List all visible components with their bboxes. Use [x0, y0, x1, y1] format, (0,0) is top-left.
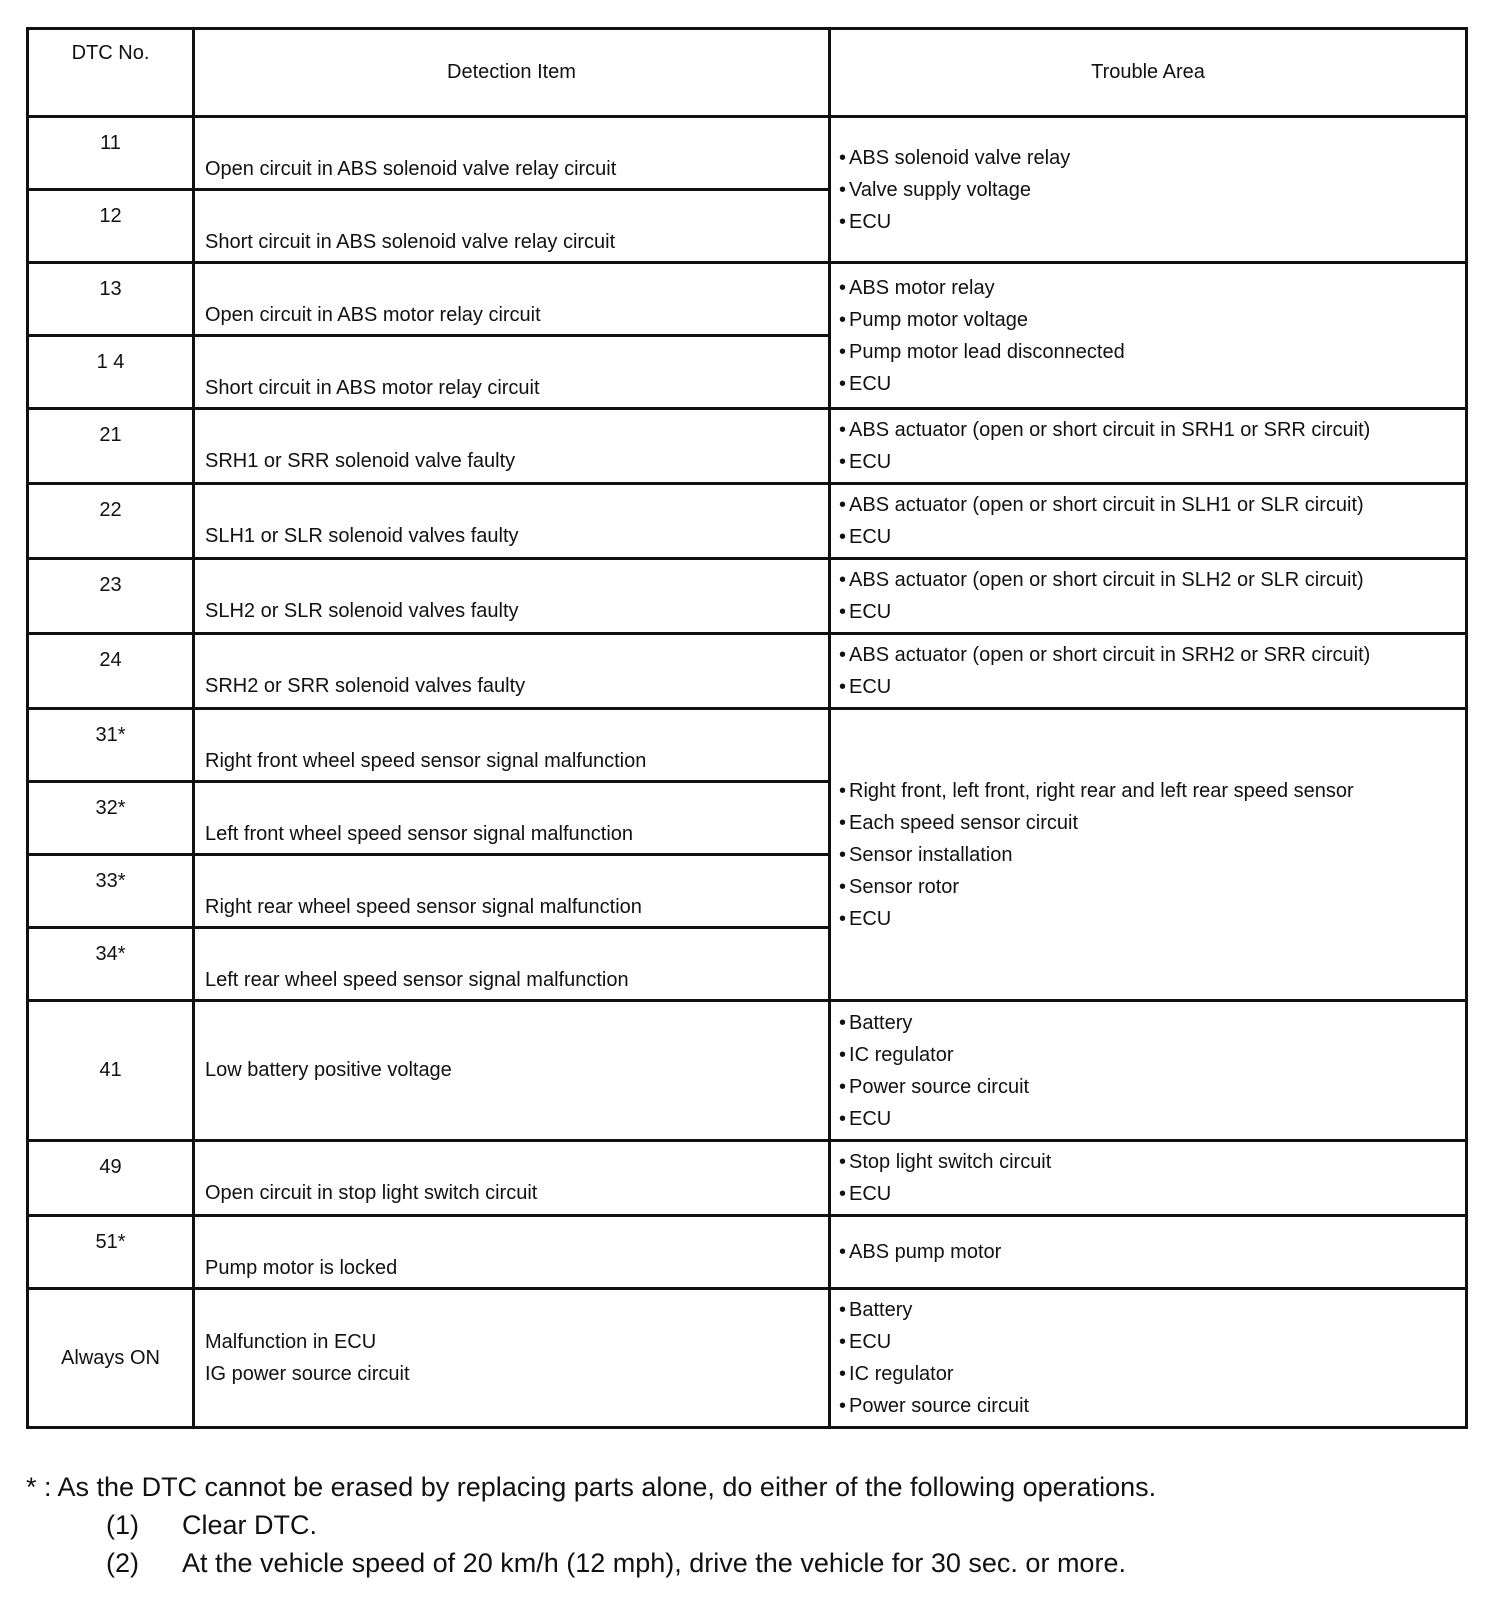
detection-item [194, 1001, 830, 1141]
trouble-area [830, 484, 1467, 559]
detection-item-text: Right front wheel speed sensor signal malfunction [205, 750, 647, 772]
table-row [28, 559, 1467, 634]
footnote-note: * : As the DTC cannot be erased by replacing parts alone, do either of the following operations. [26, 1472, 1157, 1502]
trouble-area-item: • Power source circuit [839, 1390, 1457, 1422]
table-row [28, 709, 1467, 782]
trouble-area-item: • ECU [839, 521, 1457, 553]
table-row [28, 117, 1467, 190]
detection-item-text: Left rear wheel speed sensor signal malfunction [205, 969, 629, 991]
dtc-number: 51* [28, 1216, 194, 1289]
detection-item [194, 409, 830, 484]
table-row [28, 1289, 1467, 1428]
detection-item-text: Malfunction in ECU [205, 1331, 377, 1353]
detection-item-text: Open circuit in stop light switch circuit [205, 1182, 538, 1204]
trouble-area-item: • ECU [839, 1103, 1457, 1135]
trouble-area-item: • ABS actuator (open or short circuit in SLH1 or SLR circuit) [839, 489, 1457, 521]
detection-item-text: Short circuit in ABS motor relay circuit [205, 377, 540, 399]
footnote-step [26, 1544, 1156, 1582]
detection-item [194, 190, 830, 263]
detection-item-text: SRH2 or SRR solenoid valves faulty [205, 675, 526, 697]
trouble-area-item: • ABS actuator (open or short circuit in SRH1 or SRR circuit) [839, 414, 1457, 446]
detection-item-text: Short circuit in ABS solenoid valve relay circuit [205, 231, 616, 253]
dtc-number: 41 [28, 1001, 194, 1141]
table-row [28, 409, 1467, 484]
detection-item-text: Open circuit in ABS motor relay circuit [205, 304, 541, 326]
dtc-number: Always ON [28, 1289, 194, 1428]
header-row [28, 29, 1467, 117]
detection-item-text: SRH1 or SRR solenoid valve faulty [205, 450, 516, 472]
trouble-area-item: • Stop light switch circuit [839, 1146, 1457, 1178]
trouble-area-item: • IC regulator [839, 1039, 1457, 1071]
table-row [28, 1216, 1467, 1289]
dtc-number: 22 [28, 484, 194, 559]
dtc-number: 24 [28, 634, 194, 709]
detection-item [194, 484, 830, 559]
detection-item-text: Left front wheel speed sensor signal malfunction [205, 823, 634, 845]
trouble-area [830, 263, 1467, 409]
trouble-area-item: • ECU [839, 446, 1457, 478]
trouble-area [830, 634, 1467, 709]
trouble-area-item: • ECU [839, 671, 1457, 703]
trouble-area-item: • IC regulator [839, 1358, 1457, 1390]
dtc-number: 13 [28, 263, 194, 336]
detection-item [194, 1289, 830, 1428]
trouble-area-item: • ABS actuator (open or short circuit in SRH2 or SRR circuit) [839, 639, 1457, 671]
trouble-area [830, 709, 1467, 1001]
dtc-number: 21 [28, 409, 194, 484]
trouble-area-item: • Battery [839, 1007, 1457, 1039]
trouble-area-item: • Sensor installation [839, 839, 1457, 871]
table-row [28, 1141, 1467, 1216]
dtc-table [26, 27, 1468, 1429]
header-dtc: DTC No. [28, 29, 194, 117]
trouble-area [830, 1216, 1467, 1289]
detection-item-text: SLH1 or SLR solenoid valves faulty [205, 525, 519, 547]
header-trouble-area: Trouble Area [830, 29, 1467, 117]
table-row [28, 263, 1467, 336]
detection-item [194, 634, 830, 709]
dtc-number: 23 [28, 559, 194, 634]
detection-item [194, 117, 830, 190]
step-number: (1) [106, 1510, 139, 1540]
trouble-area-item: • ECU [839, 206, 1457, 238]
detection-item-text: IG power source circuit [205, 1363, 410, 1385]
detection-item [194, 263, 830, 336]
trouble-area-item: • ABS solenoid valve relay [839, 142, 1457, 174]
trouble-area-item: • Pump motor lead disconnected [839, 336, 1457, 368]
footnote [26, 1468, 1156, 1582]
trouble-area [830, 117, 1467, 263]
trouble-area-item: • ECU [839, 1178, 1457, 1210]
dtc-number: 1 4 [28, 336, 194, 409]
detection-item [194, 1216, 830, 1289]
dtc-number: 12 [28, 190, 194, 263]
trouble-area-item: • Right front, left front, right rear and left rear speed sensor [839, 775, 1457, 807]
trouble-area-item: • Each speed sensor circuit [839, 807, 1457, 839]
dtc-number: 11 [28, 117, 194, 190]
detection-item [194, 336, 830, 409]
trouble-area-item: • ECU [839, 368, 1457, 400]
trouble-area [830, 409, 1467, 484]
detection-item [194, 782, 830, 855]
trouble-area-item: • ECU [839, 903, 1457, 935]
trouble-area [830, 1289, 1467, 1428]
dtc-number: 31* [28, 709, 194, 782]
dtc-number: 34* [28, 928, 194, 1001]
trouble-area-item: • Sensor rotor [839, 871, 1457, 903]
table-row [28, 1001, 1467, 1141]
trouble-area-item: • Valve supply voltage [839, 174, 1457, 206]
detection-item [194, 1141, 830, 1216]
footnote-step [26, 1506, 1156, 1544]
trouble-area-item: • Battery [839, 1294, 1457, 1326]
step-text: Clear DTC. [182, 1510, 318, 1540]
trouble-area-item: • Power source circuit [839, 1071, 1457, 1103]
trouble-area [830, 1001, 1467, 1141]
detection-item [194, 709, 830, 782]
detection-item-text: Low battery positive voltage [205, 1059, 452, 1081]
step-number: (2) [106, 1548, 139, 1578]
table-row [28, 634, 1467, 709]
detection-item-text: Right rear wheel speed sensor signal malfunction [205, 896, 642, 918]
detection-item [194, 855, 830, 928]
trouble-area-item: • ABS motor relay [839, 272, 1457, 304]
dtc-number: 33* [28, 855, 194, 928]
detection-item-text: Pump motor is locked [205, 1257, 398, 1279]
detection-item-text: Open circuit in ABS solenoid valve relay circuit [205, 158, 617, 180]
dtc-number: 32* [28, 782, 194, 855]
header-detection-item: Detection Item [194, 29, 830, 117]
step-text: At the vehicle speed of 20 km/h (12 mph), drive the vehicle for 30 sec. or more. [182, 1548, 1126, 1578]
detection-item [194, 928, 830, 1001]
dtc-number: 49 [28, 1141, 194, 1216]
trouble-area-item: • ABS actuator (open or short circuit in SLH2 or SLR circuit) [839, 564, 1457, 596]
trouble-area-item: • ECU [839, 596, 1457, 628]
detection-item-text: SLH2 or SLR solenoid valves faulty [205, 600, 519, 622]
trouble-area-item: • ECU [839, 1326, 1457, 1358]
trouble-area [830, 1141, 1467, 1216]
trouble-area [830, 559, 1467, 634]
trouble-area-item: • Pump motor voltage [839, 304, 1457, 336]
trouble-area-item: • ABS pump motor [839, 1236, 1457, 1268]
table-row [28, 484, 1467, 559]
detection-item [194, 559, 830, 634]
